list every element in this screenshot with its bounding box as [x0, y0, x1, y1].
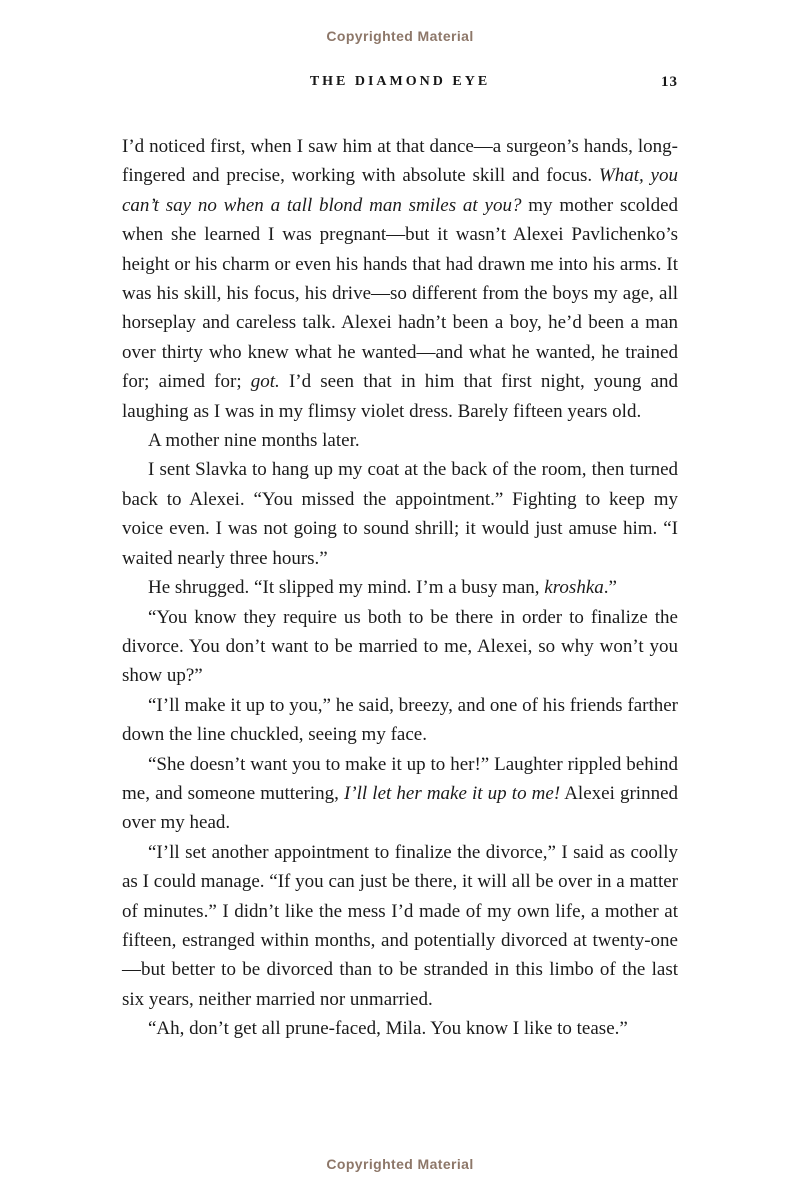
- text-run: I sent Slavka to hang up my coat at the back of the room, then turned back to Alexei. “You missed the appointment.” Fighting to keep my voice even. I was not going to sound shrill; it would just amuse him. “I waited nearly three hours.”: [122, 459, 678, 569]
- text-run: my mother scolded when she learned I was pregnant—but it wasn’t Alexei Pavlichenko’s height or his charm or even his hands that had drawn me into his arms. It was his skill, his focus, his drive—so different from the boys my age, all horseplay and careless talk. Alexei hadn’t been a boy, he’d been a man over thirty who knew what he wanted—and what he wanted, he trained for; aimed for;: [122, 194, 678, 393]
- page-body: [122, 132, 678, 1044]
- italic-text-run: What, you can’t say no when a tall blond man smiles at you?: [122, 165, 678, 216]
- italic-text-run: I’ll let her make it up to me!: [343, 782, 561, 804]
- page-number: 13: [661, 74, 678, 90]
- text-run: .”: [603, 577, 617, 599]
- italic-text-run: kroshka: [544, 577, 604, 599]
- text-run: “I’ll set another appointment to finalize the divorce,” I said as coolly as I could manage. “If you can just be there, it will all be over in a matter of minutes.” I didn’t like the mess I’d made of my own life, a mother at fifteen, estranged within months, and potentially divorced at twenty-one—but better to be divorced than to be stranded in this limbo of the last six years, neither married nor unmarried.: [122, 841, 678, 1010]
- text-run: I’d seen that in him that first night, young and laughing as I was in my flimsy violet dress. Barely fifteen years old.: [122, 371, 678, 422]
- paragraph: [122, 132, 678, 426]
- paragraph: [122, 455, 678, 573]
- paragraph: [122, 1014, 678, 1043]
- paragraph: [122, 603, 678, 691]
- text-run: I’d noticed first, when I saw him at that dance—a surgeon’s hands, long-fingered and precise, working with absolute skill and focus.: [122, 136, 678, 187]
- text-run: He shrugged. “It slipped my mind. I’m a busy man,: [148, 577, 545, 599]
- text-run: A mother nine months later.: [148, 430, 360, 452]
- text-run: “She doesn’t want you to make it up to her!” Laughter rippled behind me, and someone muttering,: [122, 753, 678, 804]
- text-run: “You know they require us both to be there in order to finalize the divorce. You don’t want to be married to me, Alexei, so why won’t you show up?”: [122, 606, 678, 687]
- running-head-title: THE DIAMOND EYE: [309, 74, 491, 89]
- copyright-notice-bottom: Copyrighted Material: [326, 1156, 474, 1172]
- paragraph: [122, 573, 678, 602]
- italic-text-run: got.: [250, 371, 280, 393]
- paragraph: [122, 750, 678, 838]
- paragraph: [122, 426, 678, 455]
- text-run: “I’ll make it up to you,” he said, breezy, and one of his friends farther down the line chuckled, seeing my face.: [122, 694, 678, 746]
- paragraph: [122, 838, 678, 1014]
- text-run: Alexei grinned over my head.: [122, 782, 679, 834]
- text-run: “Ah, don’t get all prune-faced, Mila. You know I like to tease.”: [148, 1018, 628, 1040]
- copyright-notice-top: Copyrighted Material: [326, 28, 474, 44]
- paragraph: [122, 691, 678, 750]
- running-header: [122, 74, 678, 96]
